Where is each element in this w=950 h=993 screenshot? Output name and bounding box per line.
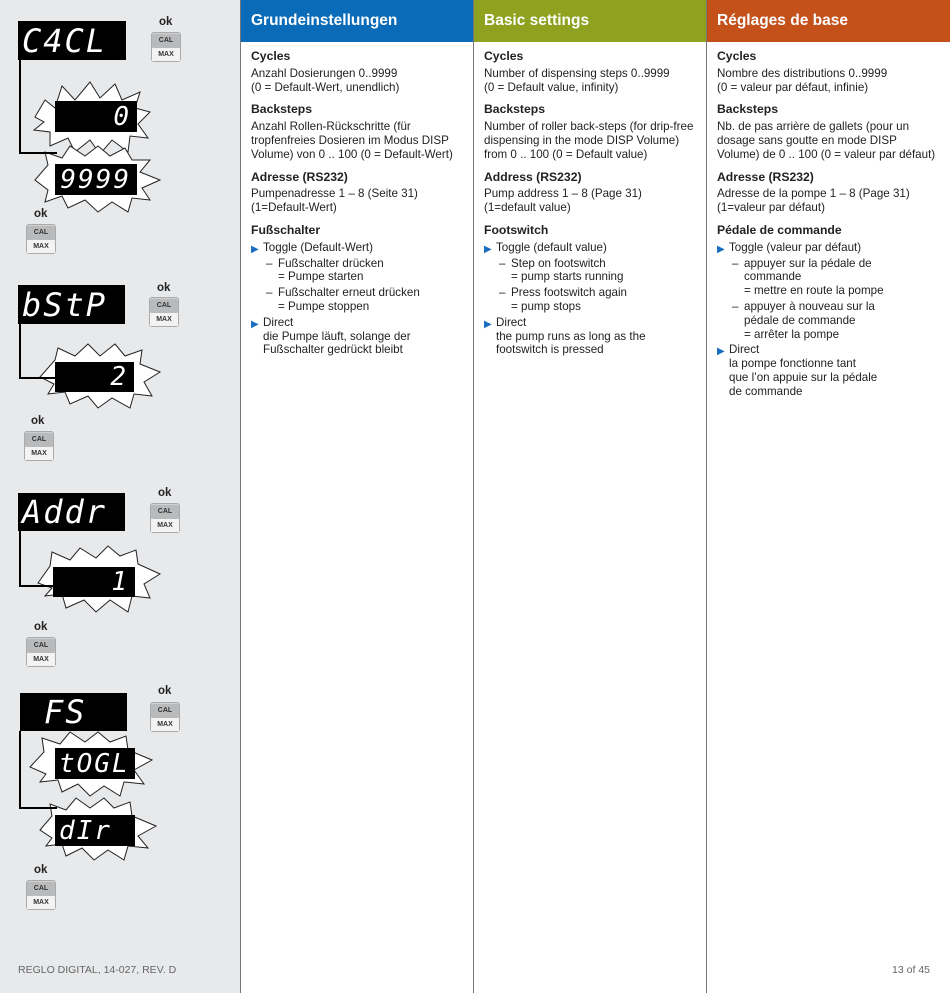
column-heading: Basic settings: [474, 0, 706, 42]
text-line: que l’on appuie sur la pédale: [729, 370, 878, 384]
connector-line: [19, 60, 57, 154]
sub-item: [484, 286, 696, 300]
dash-icon: –: [266, 286, 273, 300]
column-heading: Réglages de base: [707, 0, 950, 42]
cal-label: CAL: [27, 882, 55, 896]
lcd-cycl-display: C4CL: [18, 21, 126, 60]
cal-max-button[interactable]: [26, 637, 56, 667]
text-line: Anzahl Dosierungen 0..9999: [251, 66, 398, 80]
text-line: commande: [744, 270, 802, 284]
text-line: die Pumpe läuft, solange der: [263, 329, 411, 343]
cal-max-button[interactable]: [24, 431, 54, 461]
text-line: Nombre des distributions 0..9999: [717, 66, 888, 80]
text-line: Number of dispensing steps 0..9999: [484, 66, 670, 80]
text-line: Direct: [729, 343, 760, 357]
text-line: tropfenfreies Dosieren im Modus DISP: [251, 133, 449, 147]
lcd-bstp-display: bStP: [18, 285, 125, 324]
max-label: MAX: [150, 313, 178, 326]
cal-max-button[interactable]: [26, 224, 56, 254]
lcd-addr-display: Addr: [18, 493, 125, 531]
text-line: de commande: [729, 384, 803, 398]
text-line: = pump starts running: [511, 270, 624, 284]
ok-label: ok: [158, 487, 172, 499]
dash-icon: –: [499, 256, 506, 270]
lcd-togl-display: tOGL: [55, 748, 135, 779]
text-line: dispensing in the mode DISP Volume): [484, 133, 680, 147]
lcd-fs-display: FS: [20, 693, 127, 731]
text-line: Pump address 1 – 8 (Page 31): [484, 187, 642, 201]
document-id: REGLO DIGITAL, 14-027, REV. D: [18, 964, 177, 976]
max-label: MAX: [151, 718, 179, 731]
ok-label: ok: [31, 415, 45, 427]
dash-icon: –: [499, 286, 506, 300]
text-line: Adresse de la pompe 1 – 8 (Page 31): [717, 187, 910, 201]
section-title-footswitch: Pédale de commande: [717, 222, 842, 237]
text-line: (0 = Default value, infinity): [484, 80, 619, 94]
cal-label: CAL: [152, 34, 180, 48]
max-label: MAX: [27, 240, 55, 253]
cal-label: CAL: [27, 639, 55, 653]
cal-max-button[interactable]: [150, 702, 180, 732]
text-line: Direct: [263, 315, 294, 329]
text-line: Press footswitch again: [511, 286, 627, 300]
dash-icon: –: [732, 299, 739, 313]
column-body: [474, 42, 706, 357]
dash-icon: –: [732, 256, 739, 270]
section-title-address: Adresse (RS232): [251, 169, 348, 184]
illustration-sidebar: [0, 0, 241, 993]
lcd-dir-display: dIr: [55, 815, 135, 846]
text-line: Nb. de pas arrière de gallets (pour un: [717, 120, 910, 134]
max-label: MAX: [27, 653, 55, 666]
text-line: Anzahl Rollen-Rückschritte (für: [251, 120, 411, 134]
text-line: Direct: [496, 315, 527, 329]
text-line: Toggle (valeur par défaut): [729, 240, 862, 254]
text-line: Volume) von 0 .. 100 (0 = Default-Wert): [251, 147, 453, 161]
text-line: Volume) de 0 .. 100 (0 = valeur par défaut): [717, 147, 936, 161]
text-line: Step on footswitch: [511, 256, 606, 270]
list-item: [717, 343, 940, 357]
text-line: (1=Default-Wert): [251, 201, 337, 215]
triangle-bullet-icon: ▶: [484, 318, 492, 330]
max-label: MAX: [25, 447, 53, 460]
column-english: [474, 0, 707, 993]
list-item: [717, 241, 940, 255]
text-line: Number of roller back-steps (for drip-free: [484, 120, 694, 134]
list-item: [251, 316, 463, 330]
column-body: [707, 42, 950, 399]
sub-item: [251, 257, 463, 271]
text-line: = Pumpe starten: [278, 270, 364, 284]
sub-item: [717, 257, 940, 271]
column-german: [241, 0, 474, 993]
text-line: Fußschalter gedrückt bleibt: [263, 343, 403, 357]
text-line: = pump stops: [511, 299, 581, 313]
list-item: [251, 241, 463, 255]
text-line: (0 = valeur par défaut, infinie): [717, 80, 869, 94]
column-heading: Grundeinstellungen: [241, 0, 473, 42]
text-line: la pompe fonctionne tant: [729, 357, 856, 371]
ok-label: ok: [158, 685, 172, 697]
triangle-bullet-icon: ▶: [717, 346, 725, 358]
column-french: [707, 0, 950, 993]
cal-label: CAL: [151, 505, 179, 519]
section-title-backsteps: Backsteps: [251, 102, 312, 117]
section-title-footswitch: Fußschalter: [251, 222, 321, 237]
text-line: Toggle (Default-Wert): [263, 240, 373, 254]
list-item: [484, 316, 696, 330]
text-line: from 0 .. 100 (0 = Default value): [484, 147, 648, 161]
column-body: [241, 42, 473, 357]
sub-item: [251, 286, 463, 300]
page-number: 13 of 45: [892, 964, 930, 976]
triangle-bullet-icon: ▶: [251, 243, 259, 255]
connector-line: [19, 731, 57, 809]
section-title-cycles: Cycles: [484, 49, 524, 63]
connector-line: [19, 531, 57, 587]
triangle-bullet-icon: ▶: [484, 243, 492, 255]
lcd-nines-display: 9999: [55, 164, 137, 195]
text-line: (1=default value): [484, 201, 571, 215]
text-line: appuyer sur la pédale de: [744, 256, 872, 270]
cal-label: CAL: [27, 226, 55, 240]
cal-max-button[interactable]: [150, 503, 180, 533]
text-line: pédale de commande: [744, 313, 856, 327]
lcd-zero-display: 0: [55, 101, 137, 132]
section-title-footswitch: Footswitch: [484, 222, 549, 237]
text-line: Fußschalter drücken: [278, 256, 384, 270]
cal-label: CAL: [151, 704, 179, 718]
text-line: footswitch is pressed: [496, 343, 604, 357]
text-line: Fußschalter erneut drücken: [278, 286, 420, 300]
max-label: MAX: [151, 519, 179, 532]
cal-label: CAL: [25, 433, 53, 447]
section-title-address: Address (RS232): [484, 169, 582, 184]
section-title-cycles: Cycles: [251, 49, 291, 63]
text-line: = Pumpe stoppen: [278, 299, 370, 313]
section-title-cycles: Cycles: [717, 49, 757, 63]
text-line: Toggle (default value): [496, 240, 607, 254]
connector-line: [19, 324, 57, 379]
max-label: MAX: [27, 896, 55, 909]
cal-max-button[interactable]: [151, 32, 181, 62]
ok-label: ok: [159, 16, 173, 28]
section-title-backsteps: Backsteps: [717, 102, 778, 117]
lcd-one-display: 1: [53, 567, 135, 597]
lcd-two-display: 2: [55, 362, 134, 392]
text-line: (1=valeur par défaut): [717, 201, 825, 215]
ok-label: ok: [34, 621, 48, 633]
section-title-backsteps: Backsteps: [484, 102, 545, 117]
text-line: = mettre en route la pompe: [744, 284, 884, 298]
text-line: Pumpenadresse 1 – 8 (Seite 31): [251, 187, 418, 201]
dash-icon: –: [266, 256, 273, 270]
cal-max-button[interactable]: [26, 880, 56, 910]
ok-label: ok: [34, 864, 48, 876]
text-line: the pump runs as long as the: [496, 329, 646, 343]
section-title-address: Adresse (RS232): [717, 169, 814, 184]
text-line: (0 = Default-Wert, unendlich): [251, 80, 400, 94]
text-line: dosage sans goutte en mode DISP: [717, 133, 897, 147]
cal-label: CAL: [150, 299, 178, 313]
ok-label: ok: [157, 282, 171, 294]
sub-item: [717, 300, 940, 314]
cal-max-button[interactable]: [149, 297, 179, 327]
triangle-bullet-icon: ▶: [251, 318, 259, 330]
text-line: appuyer à nouveau sur la: [744, 299, 875, 313]
max-label: MAX: [152, 48, 180, 61]
list-item: [484, 241, 696, 255]
text-line: = arrêter la pompe: [744, 327, 840, 341]
sub-item: [484, 257, 696, 271]
ok-label: ok: [34, 208, 48, 220]
triangle-bullet-icon: ▶: [717, 243, 725, 255]
